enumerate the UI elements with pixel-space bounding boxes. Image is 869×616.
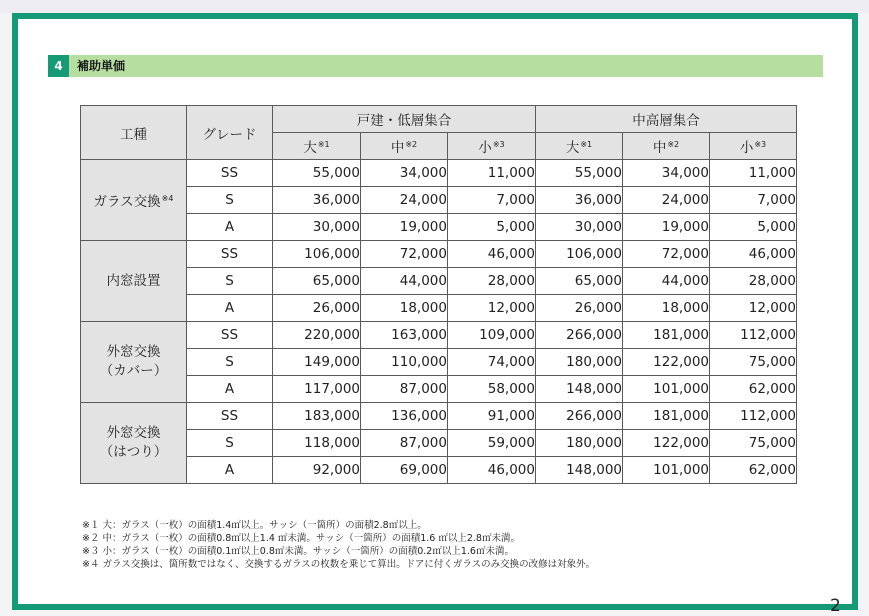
trade-name-cell (81, 322, 187, 403)
price-cell: 118,000 (273, 430, 361, 457)
price-cell: 65,000 (536, 268, 623, 295)
size-footnote-mark: ※3 (754, 140, 767, 149)
header-trade: 工種 (81, 106, 187, 160)
price-cell: 149,000 (273, 349, 361, 376)
header-grade: グレード (187, 106, 273, 160)
page-number: 2 (830, 596, 841, 616)
size-footnote-mark: ※1 (317, 140, 330, 149)
price-cell: 181,000 (623, 403, 710, 430)
footnote-line: ※３ 小：ガラス（一枚）の面積0.1㎡以上0.8㎡未満。サッシ（一箇所）の面積0.2㎡以上1.6㎡未満。 (82, 546, 514, 557)
grade-cell: S (187, 187, 273, 214)
price-cell: 110,000 (361, 349, 448, 376)
price-cell: 36,000 (536, 187, 623, 214)
price-cell: 181,000 (623, 322, 710, 349)
price-cell: 122,000 (623, 349, 710, 376)
trade-name-cell (81, 241, 187, 322)
footnote-line: ※４ ガラス交換は、箇所数ではなく、交換するガラスの枚数を乗じて算出。ドアに付くガラスのみ交換の改修は対象外。 (82, 559, 596, 570)
grade-cell: A (187, 457, 273, 484)
table-row (81, 295, 797, 322)
table-row (81, 187, 797, 214)
header-size-cell (623, 133, 710, 160)
price-cell: 24,000 (623, 187, 710, 214)
price-cell: 5,000 (448, 214, 536, 241)
slide-page (12, 13, 858, 616)
section-heading-bar (48, 55, 823, 77)
price-cell: 106,000 (273, 241, 361, 268)
table-row (81, 349, 797, 376)
table-body (81, 160, 797, 484)
price-cell: 101,000 (623, 457, 710, 484)
grade-cell: SS (187, 322, 273, 349)
price-cell: 122,000 (623, 430, 710, 457)
price-cell: 92,000 (273, 457, 361, 484)
trade-footnote-mark: ※4 (161, 193, 174, 203)
price-cell: 69,000 (361, 457, 448, 484)
table-row (81, 268, 797, 295)
header-size-cell (273, 133, 361, 160)
price-cell: 46,000 (448, 241, 536, 268)
size-label: 小 (739, 140, 754, 156)
table-row (81, 457, 797, 484)
price-cell: 5,000 (710, 214, 797, 241)
price-cell: 180,000 (536, 430, 623, 457)
footnote-line: ※１ 大：ガラス（一枚）の面積1.4㎡以上。サッシ（一箇所）の面積2.8㎡以上。 (82, 520, 427, 531)
price-cell: 112,000 (710, 322, 797, 349)
size-footnote-mark: ※3 (492, 140, 505, 149)
price-cell: 148,000 (536, 376, 623, 403)
price-cell: 136,000 (361, 403, 448, 430)
price-cell: 19,000 (361, 214, 448, 241)
table-row (81, 214, 797, 241)
price-cell: 109,000 (448, 322, 536, 349)
grade-cell: A (187, 214, 273, 241)
header-size-cell (710, 133, 797, 160)
price-cell: 59,000 (448, 430, 536, 457)
table-row (81, 160, 797, 187)
section-number-badge: 4 (48, 55, 69, 77)
price-cell: 36,000 (273, 187, 361, 214)
price-cell: 266,000 (536, 322, 623, 349)
price-cell: 75,000 (710, 349, 797, 376)
size-label: 小 (478, 140, 492, 156)
grade-cell: SS (187, 160, 273, 187)
table-row (81, 376, 797, 403)
size-label: 大 (565, 140, 580, 156)
price-cell: 18,000 (623, 295, 710, 322)
grade-cell: A (187, 295, 273, 322)
table-row (81, 241, 797, 268)
table-row (81, 403, 797, 430)
top-strip (0, 0, 869, 13)
price-cell: 62,000 (710, 376, 797, 403)
header-size-cell (361, 133, 448, 160)
price-cell: 55,000 (273, 160, 361, 187)
price-cell: 91,000 (448, 403, 536, 430)
price-cell: 112,000 (710, 403, 797, 430)
size-footnote-mark: ※2 (405, 140, 418, 149)
trade-subname: （はつり） (99, 444, 168, 460)
size-label: 中 (652, 140, 667, 156)
price-cell: 72,000 (361, 241, 448, 268)
price-cell: 87,000 (361, 430, 448, 457)
size-footnote-mark: ※2 (667, 140, 680, 149)
price-cell: 30,000 (273, 214, 361, 241)
price-cell: 74,000 (448, 349, 536, 376)
price-cell: 28,000 (710, 268, 797, 295)
price-cell: 87,000 (361, 376, 448, 403)
trade-name: ガラス交換 (93, 193, 161, 210)
price-cell: 11,000 (448, 160, 536, 187)
trade-name-cell (81, 403, 187, 484)
price-cell: 101,000 (623, 376, 710, 403)
grade-cell: A (187, 376, 273, 403)
price-cell: 46,000 (710, 241, 797, 268)
price-cell: 34,000 (623, 160, 710, 187)
trade-name: 内窓設置 (106, 272, 161, 289)
price-cell: 11,000 (710, 160, 797, 187)
price-cell: 55,000 (536, 160, 623, 187)
header-group-detached: 戸建・低層集合 (273, 106, 536, 133)
price-cell: 148,000 (536, 457, 623, 484)
price-cell: 7,000 (448, 187, 536, 214)
price-cell: 163,000 (361, 322, 448, 349)
price-cell: 180,000 (536, 349, 623, 376)
trade-name: 外窓交換 (106, 344, 161, 360)
price-cell: 62,000 (710, 457, 797, 484)
grade-cell: SS (187, 241, 273, 268)
header-group-midrise: 中高層集合 (536, 106, 797, 133)
price-cell: 28,000 (448, 268, 536, 295)
price-cell: 220,000 (273, 322, 361, 349)
price-cell: 26,000 (536, 295, 623, 322)
price-cell: 24,000 (361, 187, 448, 214)
price-cell: 72,000 (623, 241, 710, 268)
price-cell: 26,000 (273, 295, 361, 322)
table-row (81, 430, 797, 457)
grade-cell: SS (187, 403, 273, 430)
price-cell: 117,000 (273, 376, 361, 403)
header-size-cell (448, 133, 536, 160)
size-label: 大 (303, 140, 317, 156)
header-size-cell (536, 133, 623, 160)
footnotes (82, 519, 595, 571)
footnote-line: ※２ 中：ガラス（一枚）の面積0.8㎡以上1.4 ㎡未満。サッシ（一箇所）の面積1.6 ㎡以上2.8㎡未満。 (82, 533, 520, 544)
table-row (81, 322, 797, 349)
price-cell: 183,000 (273, 403, 361, 430)
price-cell: 58,000 (448, 376, 536, 403)
price-cell: 7,000 (710, 187, 797, 214)
grade-cell: S (187, 430, 273, 457)
price-cell: 12,000 (448, 295, 536, 322)
price-cell: 18,000 (361, 295, 448, 322)
price-cell: 44,000 (361, 268, 448, 295)
price-cell: 65,000 (273, 268, 361, 295)
trade-name-cell (81, 160, 187, 241)
price-cell: 106,000 (536, 241, 623, 268)
section-title: 補助単価 (77, 59, 126, 73)
price-cell: 30,000 (536, 214, 623, 241)
size-label: 中 (390, 140, 405, 156)
header-row-groups (81, 106, 797, 133)
grade-cell: S (187, 349, 273, 376)
trade-name: 外窓交換 (106, 425, 161, 441)
price-cell: 34,000 (361, 160, 448, 187)
subsidy-price-table (80, 105, 797, 484)
price-cell: 44,000 (623, 268, 710, 295)
price-cell: 266,000 (536, 403, 623, 430)
trade-subname: （カバー） (99, 363, 168, 379)
price-cell: 19,000 (623, 214, 710, 241)
price-cell: 12,000 (710, 295, 797, 322)
size-footnote-mark: ※1 (580, 140, 593, 149)
price-cell: 75,000 (710, 430, 797, 457)
grade-cell: S (187, 268, 273, 295)
price-cell: 46,000 (448, 457, 536, 484)
